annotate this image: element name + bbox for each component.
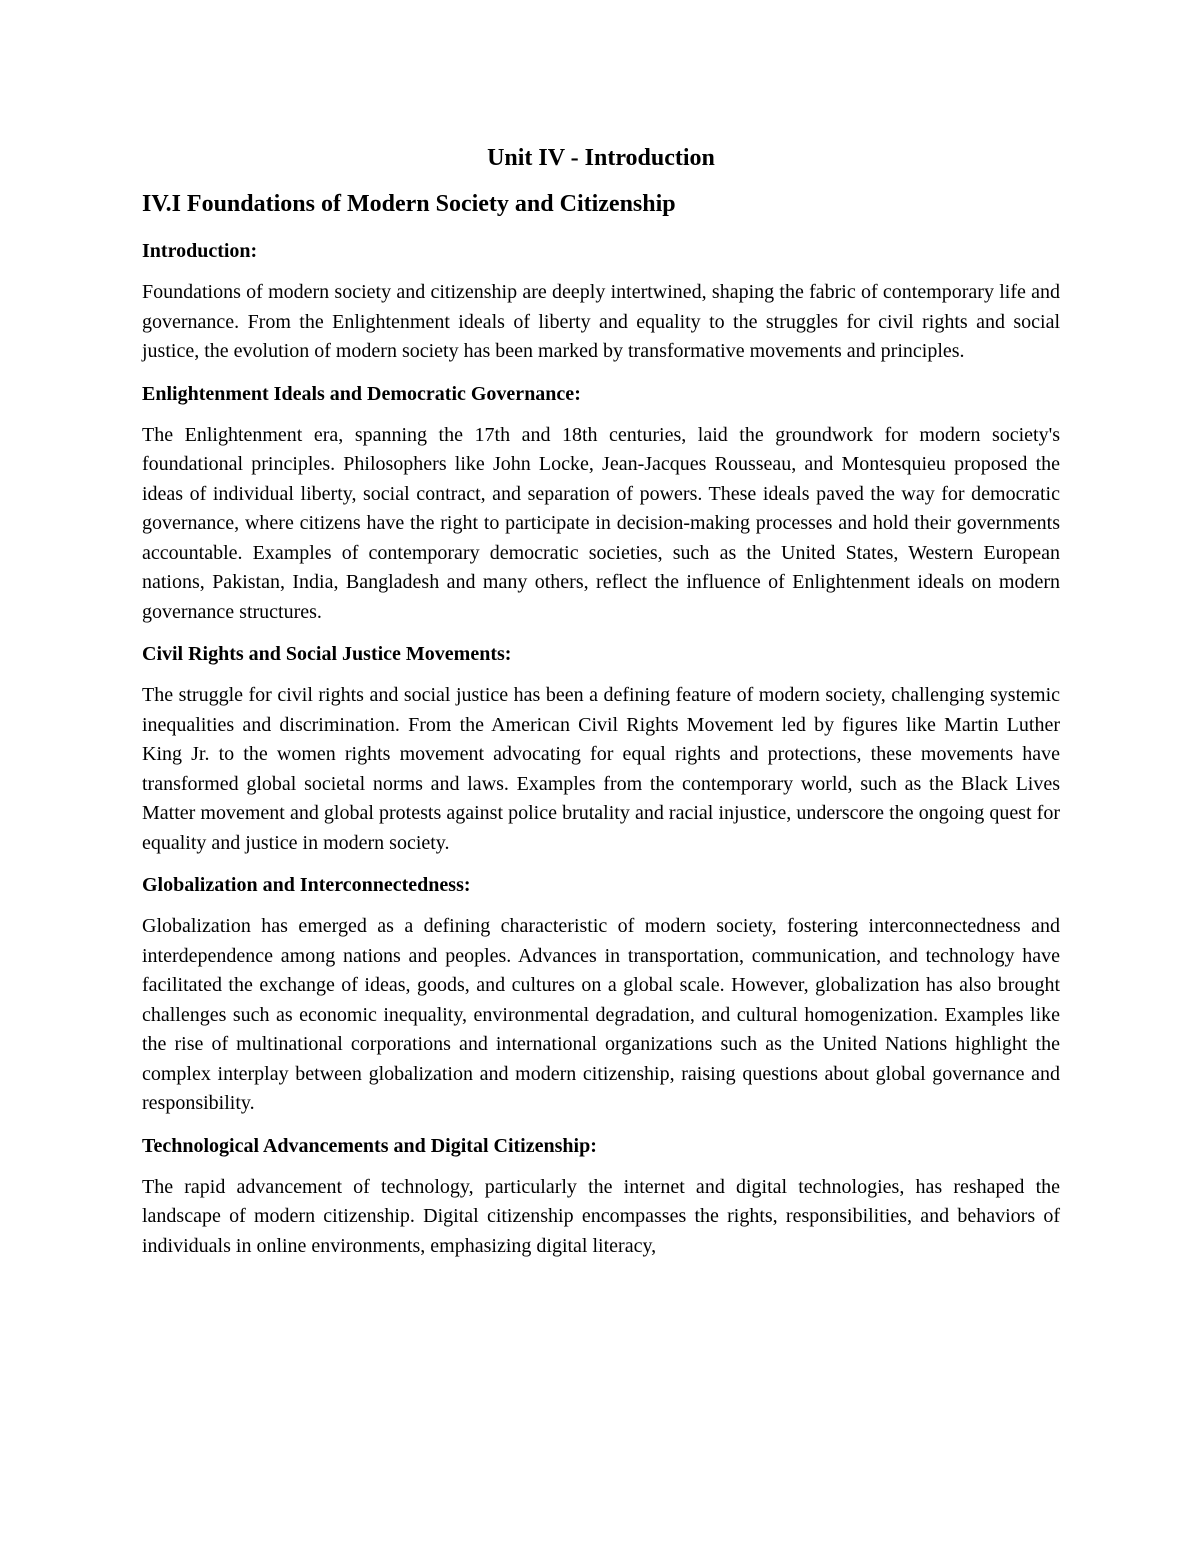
section-heading: Technological Advancements and Digital Citizenship: — [142, 1134, 597, 1157]
document-page — [142, 138, 1060, 1273]
section-technology — [142, 1131, 1060, 1262]
section-heading: Globalization and Interconnectedness: — [142, 874, 471, 896]
section-paragraph: Foundations of modern society and citizenship are deeply intertwined, shaping the fabric of contemporary life and governance. From the Enlightenment ideals of liberty and equality to the struggles for civil rights and social justice, the evolution of modern society has been marked by transformative movements and principles. — [142, 281, 1060, 362]
section-heading: Enlightenment Ideals and Democratic Governance: — [142, 382, 581, 405]
section-heading: Introduction: — [142, 240, 258, 262]
unit-title: Unit IV - Introduction — [487, 145, 715, 171]
section-title: IV.I Foundations of Modern Society and Citizenship — [142, 191, 676, 217]
section-paragraph: The Enlightenment era, spanning the 17th and 18th centuries, laid the groundwork for modern society's foundational principles. Philosophers like John Locke, Jean-Jacques Rousseau, and Montesquieu proposed the ideas of individual liberty, social contract, and separation of powers. These ideals paved the way for democratic governance, where citizens have the right to participate in decision-making processes and hold their governments accountable. Examples of contemporary democratic societies, such as the United States, Western European nations, Pakistan, India, Bangladesh and many others, reflect the influence of Enlightenment ideals on modern governance structures. — [142, 423, 1060, 623]
section-enlightenment — [142, 379, 1060, 628]
section-paragraph: The rapid advancement of technology, particularly the internet and digital technologies, has reshaped the landscape of modern citizenship. Digital citizenship encompasses the rights, responsibilities, and behaviors of individuals in online environments, emphasizing digital literacy, — [142, 1175, 1060, 1257]
section-paragraph: The struggle for civil rights and social justice has been a defining feature of modern society, challenging systemic inequalities and discrimination. From the American Civil Rights Movement led by figures like Martin Luther King Jr. to the women rights movement advocating for equal rights and protections, these movements have transformed global societal norms and laws. Examples from the contemporary world, such as the Black Lives Matter movement and global protests against police brutality and racial injustice, underscore the ongoing quest for equality and justice in modern society. — [142, 684, 1060, 854]
section-globalization — [142, 870, 1060, 1119]
section-heading: Civil Rights and Social Justice Movements: — [142, 643, 512, 665]
section-introduction — [142, 236, 1060, 367]
section-civil-rights — [142, 639, 1060, 858]
section-paragraph: Globalization has emerged as a defining characteristic of modern society, fostering interconnectedness and interdependence among nations and peoples. Advances in transportation, communication, and technology have facilitated the exchange of ideas, goods, and cultures on a global scale. However, globalization has also brought challenges such as economic inequality, environmental degradation, and cultural homogenization. Examples like the rise of multinational corporations and international organizations such as the United Nations highlight the complex interplay between globalization and modern citizenship, raising questions about global governance and responsibility. — [142, 915, 1060, 1114]
